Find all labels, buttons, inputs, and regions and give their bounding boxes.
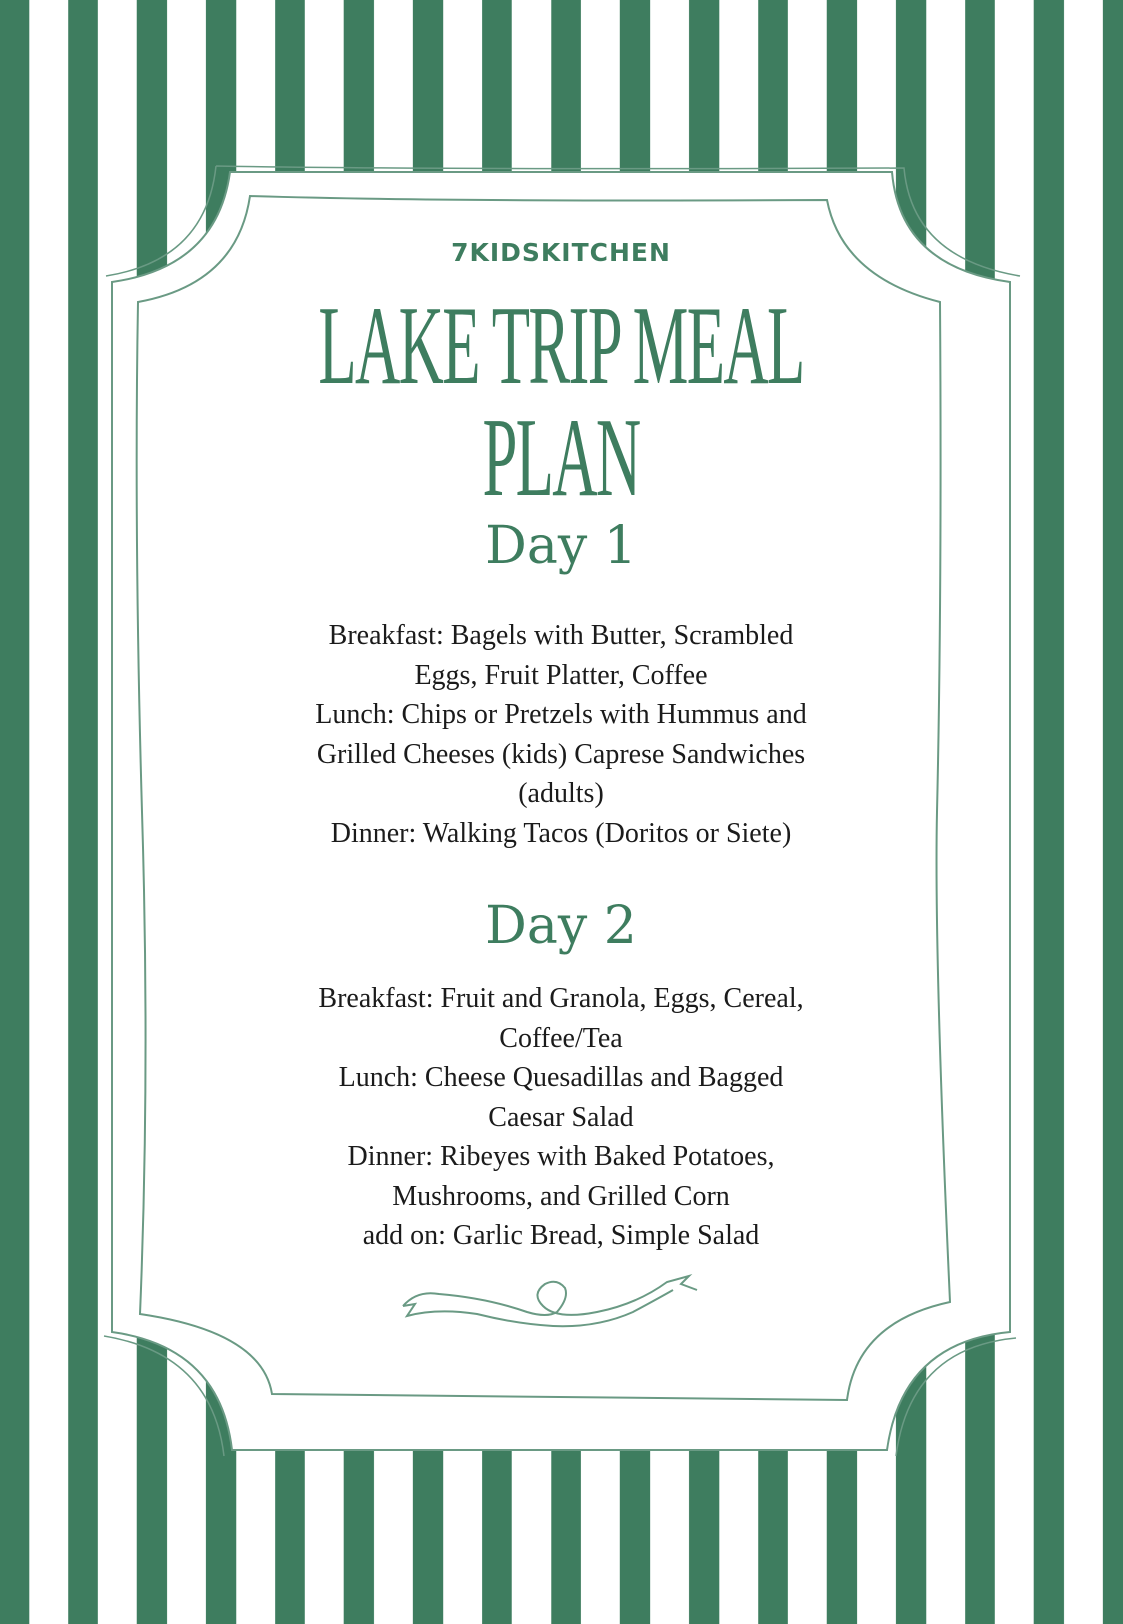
day-2-heading: Day 2 [485,896,637,956]
meal-line: Grilled Cheeses (kids) Caprese Sandwiches [316,738,806,770]
meal-line: Dinner: Walking Tacos (Doritos or Siete) [330,817,792,849]
meal-line: Lunch: Chips or Pretzels with Hummus and [315,699,807,730]
meal-line: Mushrooms, and Grilled Corn [392,1180,730,1212]
meal-line: Caesar Salad [488,1101,634,1133]
brand-name: 7KIDSKITCHEN [451,238,671,267]
meal-line: Eggs, Fruit Platter, Coffee [414,659,708,691]
meal-line: Dinner: Ribeyes with Baked Potatoes, [347,1141,775,1172]
meal-line: Breakfast: Fruit and Granola, Eggs, Cereal, [318,983,804,1014]
title-line-2: PLAN [482,396,640,520]
meal-line: add on: Garlic Bread, Simple Salad [362,1220,760,1251]
meal-line: Breakfast: Bagels with Butter, Scrambled [328,620,794,651]
meal-line: (adults) [518,778,604,809]
ribbon-flourish-icon [397,1268,707,1338]
title-line-1: LAKE TRIP MEAL [318,284,804,408]
meal-line: Lunch: Cheese Quesadillas and Bagged [338,1062,784,1093]
day-1-heading: Day 1 [485,516,637,576]
day-1-meals [112,616,1010,853]
page-title [310,284,813,520]
menu-card [112,172,1010,1450]
day-2-meals [112,979,1010,1256]
meal-line: Coffee/Tea [499,1022,623,1054]
